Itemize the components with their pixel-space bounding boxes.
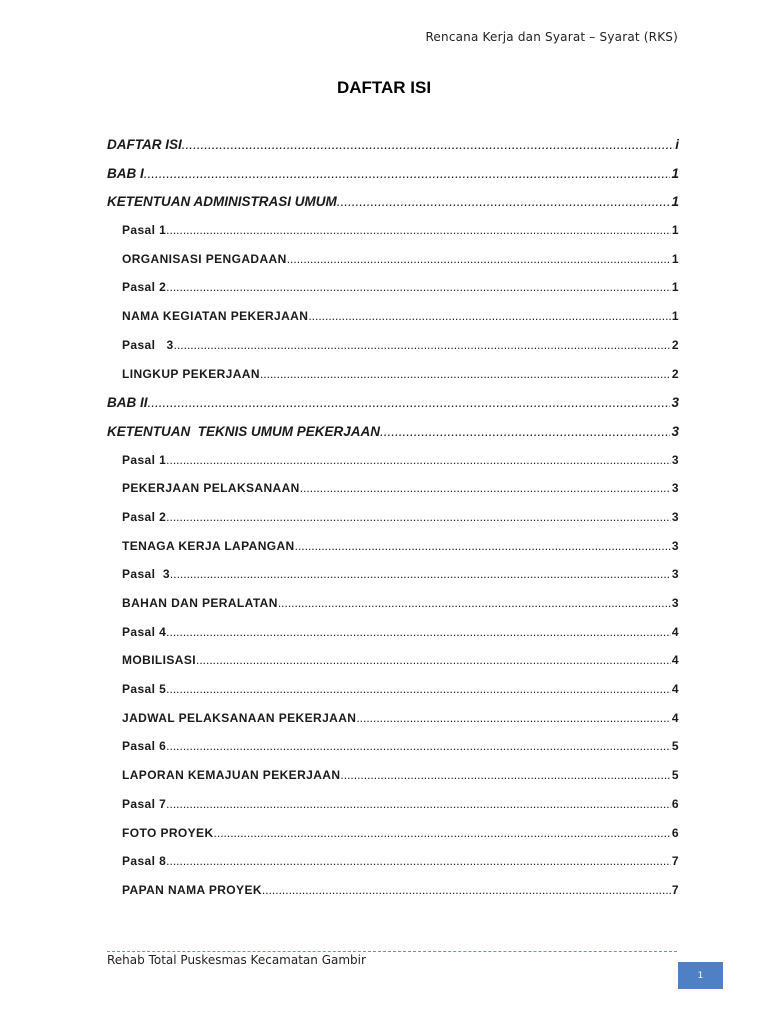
page-title: DAFTAR ISI [336, 78, 432, 97]
toc-entry-page: 4 [671, 710, 679, 725]
toc-dot-leader [166, 510, 671, 524]
toc-entry[interactable] [107, 826, 679, 855]
toc-dot-leader [166, 854, 671, 868]
toc-entry[interactable] [107, 854, 679, 883]
toc-entry-label: Pasal 2 [122, 280, 167, 295]
toc-dot-leader [166, 453, 671, 467]
toc-entry-page: 3 [671, 452, 679, 467]
toc-entry-label: FOTO PROYEK [122, 825, 214, 840]
toc-entry-label: Pasal 4 [122, 624, 167, 639]
toc-entry-label: Pasal 6 [122, 739, 167, 754]
toc-entry-page: 3 [671, 509, 679, 524]
toc-dot-leader [308, 309, 671, 323]
toc-entry[interactable] [107, 539, 679, 568]
toc-dot-leader [166, 797, 671, 811]
toc-entry-label: MOBILISASI [122, 653, 197, 668]
toc-entry[interactable] [107, 596, 679, 625]
toc-entry-page: 3 [671, 538, 679, 553]
toc-entry[interactable] [107, 424, 679, 453]
toc-entry-page: 5 [671, 739, 679, 754]
toc-entry-label: JADWAL PELAKSANAAN PEKERJAAN [122, 710, 357, 725]
toc-entry-label: DAFTAR ISI [107, 137, 182, 152]
toc-dot-leader [295, 539, 671, 553]
toc-entry-page: 2 [671, 366, 679, 381]
toc-dot-leader [166, 280, 671, 294]
toc-entry[interactable] [107, 567, 679, 596]
toc-dot-leader [170, 567, 671, 581]
toc-entry-page: 1 [671, 309, 679, 324]
toc-entry-page: 3 [671, 481, 679, 496]
toc-entry-page: 4 [671, 653, 679, 668]
toc-dot-leader [337, 194, 671, 209]
toc-entry[interactable] [107, 166, 679, 195]
toc-entry-page: 4 [671, 682, 679, 697]
toc-entry[interactable] [107, 309, 679, 338]
toc-dot-leader [260, 367, 671, 381]
toc-entry-page: 3 [671, 423, 679, 439]
toc-entry-label: LINGKUP PEKERJAAN [122, 366, 260, 381]
toc-entry-label: TENAGA KERJA LAPANGAN [122, 538, 295, 553]
toc-entry[interactable] [107, 510, 679, 539]
toc-entry[interactable] [107, 768, 679, 797]
toc-entry-page: 1 [671, 280, 679, 295]
toc-entry-page: 6 [671, 825, 679, 840]
running-header: Rencana Kerja dan Syarat – Syarat (RKS) [425, 30, 678, 44]
toc-entry[interactable] [107, 682, 679, 711]
toc-dot-leader [278, 596, 671, 610]
toc-entry[interactable] [107, 395, 679, 424]
toc-entry[interactable] [107, 625, 679, 654]
toc-entry[interactable] [107, 797, 679, 826]
toc-entry-page: 7 [671, 882, 679, 897]
toc-dot-leader [196, 653, 671, 667]
toc-entry-label: ORGANISASI PENGADAAN [122, 251, 287, 266]
toc-entry-page: 1 [671, 194, 679, 210]
toc-entry[interactable] [107, 739, 679, 768]
toc-entry[interactable] [107, 653, 679, 682]
toc-entry[interactable] [107, 711, 679, 740]
toc-entry[interactable] [107, 280, 679, 309]
footer-text: Rehab Total Puskesmas Kecamatan Gambir [107, 953, 366, 967]
toc-entry-label: Pasal 1 [122, 223, 167, 238]
toc-entry-label: LAPORAN KEMAJUAN PEKERJAAN [122, 768, 341, 783]
toc-dot-leader [300, 481, 671, 495]
toc-entry-label: Pasal 2 [122, 509, 167, 524]
toc-entry[interactable] [107, 883, 679, 912]
toc-dot-leader [148, 395, 671, 410]
toc-entry-label: Pasal 8 [122, 854, 167, 869]
table-of-contents [107, 137, 679, 912]
toc-entry-page: 1 [671, 165, 679, 181]
toc-entry[interactable] [107, 338, 679, 367]
page-number-badge: 1 [678, 962, 723, 989]
toc-entry-label: Pasal 3 [122, 567, 170, 582]
toc-entry[interactable] [107, 453, 679, 482]
toc-entry-page: 5 [671, 768, 679, 783]
toc-entry-page: i [675, 137, 679, 152]
toc-dot-leader [144, 166, 671, 181]
toc-entry-page: 2 [671, 337, 679, 352]
toc-entry-page: 1 [671, 223, 679, 238]
toc-dot-leader [214, 826, 671, 840]
toc-entry-label: Pasal 7 [122, 796, 167, 811]
toc-dot-leader [182, 137, 674, 152]
toc-entry-page: 3 [671, 567, 679, 582]
toc-entry-page: 1 [671, 251, 679, 266]
toc-dot-leader [356, 711, 671, 725]
footer-divider [107, 951, 677, 952]
toc-entry-label: BAB II [107, 395, 148, 411]
toc-dot-leader [166, 682, 671, 696]
toc-entry-label: PAPAN NAMA PROYEK [122, 882, 262, 897]
toc-entry-page: 7 [671, 854, 679, 869]
toc-dot-leader [340, 768, 671, 782]
toc-entry-page: 4 [671, 624, 679, 639]
toc-entry-page: 3 [671, 596, 679, 610]
toc-dot-leader [174, 338, 671, 352]
toc-entry-label: KETENTUAN TEKNIS UMUM PEKERJAAN [107, 423, 381, 439]
toc-entry[interactable] [107, 367, 679, 396]
toc-dot-leader [166, 223, 671, 237]
toc-entry-label: Pasal 3 [122, 337, 174, 352]
toc-entry[interactable] [107, 481, 679, 510]
toc-entry-label: BAB I [107, 165, 144, 181]
toc-entry[interactable] [107, 137, 679, 166]
toc-entry-label: KETENTUAN ADMINISTRASI UMUM [107, 194, 337, 210]
toc-entry-label: BAHAN DAN PERALATAN [122, 596, 278, 610]
toc-dot-leader [166, 625, 671, 639]
toc-dot-leader [380, 424, 670, 439]
toc-entry[interactable] [107, 194, 679, 223]
toc-entry[interactable] [107, 223, 679, 252]
toc-entry-label: NAMA KEGIATAN PEKERJAAN [122, 309, 309, 324]
toc-dot-leader [287, 252, 671, 266]
toc-entry-label: Pasal 5 [122, 682, 167, 697]
toc-dot-leader [166, 739, 671, 753]
toc-entry-label: PEKERJAAN PELAKSANAAN [122, 481, 300, 496]
toc-entry-label: Pasal 1 [122, 452, 167, 467]
toc-entry-page: 3 [671, 395, 679, 411]
toc-dot-leader [262, 883, 671, 897]
toc-entry-page: 6 [671, 796, 679, 811]
toc-entry[interactable] [107, 252, 679, 281]
